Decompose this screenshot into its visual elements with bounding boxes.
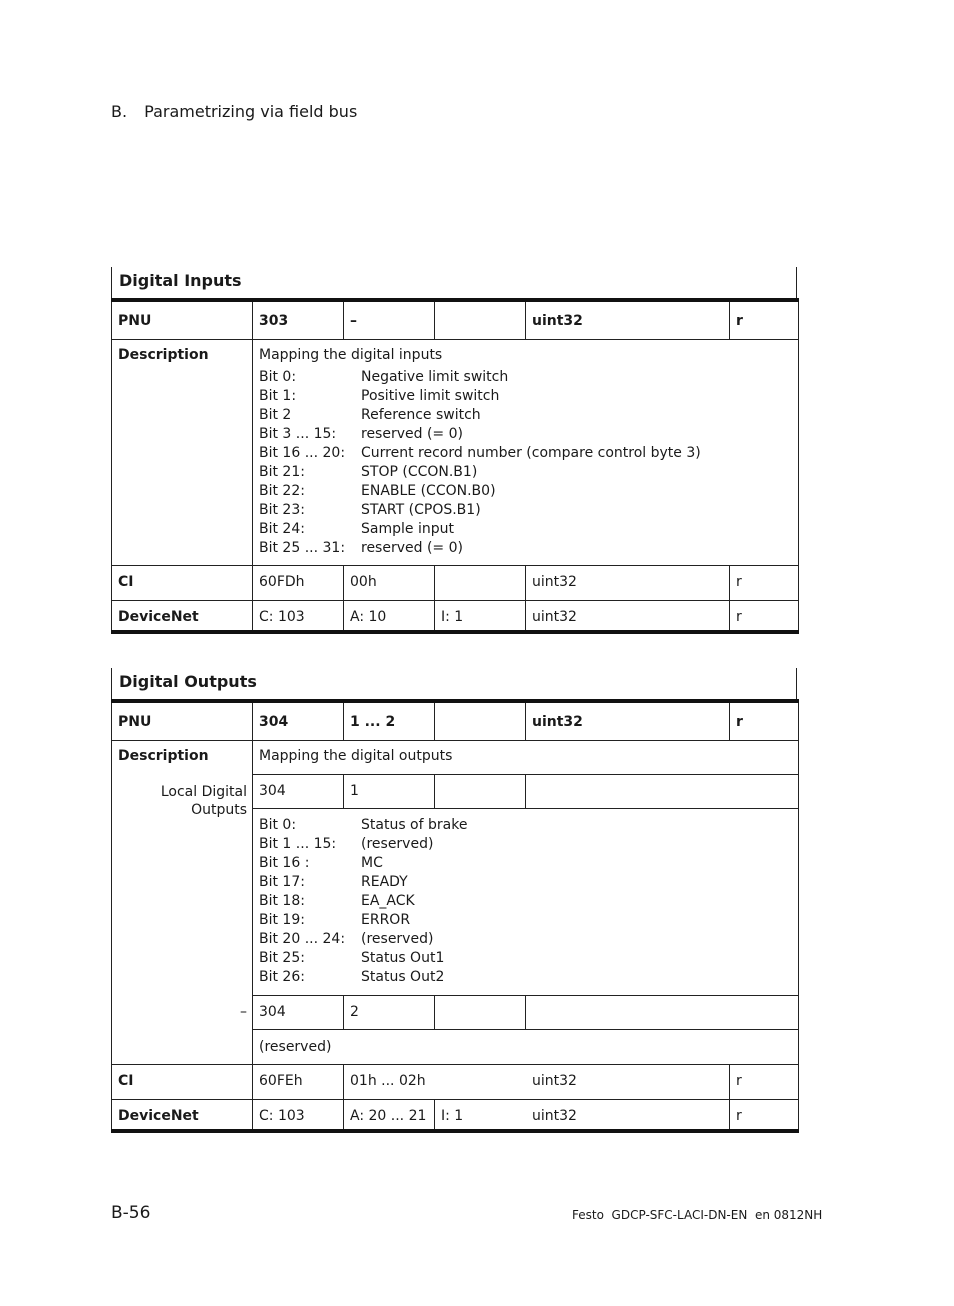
ci-access: r bbox=[736, 574, 742, 590]
devicenet-instance: I: 1 bbox=[441, 1108, 464, 1124]
pnu-value: 303 bbox=[259, 313, 289, 329]
bit-value: reserved (= 0) bbox=[361, 540, 463, 556]
ci-label: CI bbox=[118, 1073, 134, 1089]
ci-label: CI bbox=[118, 574, 134, 590]
description-intro: Mapping the digital inputs bbox=[259, 347, 443, 363]
digital-outputs-table bbox=[111, 668, 799, 1134]
devicenet-type: uint32 bbox=[532, 609, 577, 625]
pnu-label: PNU bbox=[118, 313, 152, 329]
bit-value: Sample input bbox=[361, 521, 454, 537]
bit-value: MC bbox=[361, 855, 383, 871]
description-label: Description bbox=[118, 748, 209, 764]
bit-key: Bit 26: bbox=[259, 969, 305, 985]
bit-key: Bit 1: bbox=[259, 388, 297, 404]
pnu-access: r bbox=[736, 714, 743, 730]
bit-key: Bit 20 ... 24: bbox=[259, 931, 346, 947]
bit-value: READY bbox=[361, 874, 408, 890]
ci-type: uint32 bbox=[532, 574, 577, 590]
sub1-subindex: 1 bbox=[350, 783, 359, 799]
devicenet-attribute: A: 20 ... 21 bbox=[350, 1108, 427, 1124]
bit-value: Reference switch bbox=[361, 407, 481, 423]
bit-key: Bit 18: bbox=[259, 893, 305, 909]
sub2-text: (reserved) bbox=[259, 1039, 332, 1055]
bit-list bbox=[259, 817, 789, 993]
pnu-subindex: 1 ... 2 bbox=[350, 714, 396, 730]
bit-value: Status of brake bbox=[361, 817, 468, 833]
bit-value: (reserved) bbox=[361, 931, 434, 947]
pnu-access: r bbox=[736, 313, 743, 329]
devicenet-class: C: 103 bbox=[259, 609, 305, 625]
ci-subindex: 01h ... 02h bbox=[350, 1073, 426, 1089]
bit-value: Current record number (compare control byte 3) bbox=[361, 445, 701, 461]
bit-key: Bit 2 bbox=[259, 407, 292, 423]
bit-list bbox=[259, 369, 789, 559]
sub2-subindex: 2 bbox=[350, 1004, 359, 1020]
bit-key: Bit 23: bbox=[259, 502, 305, 518]
devicenet-access: r bbox=[736, 609, 742, 625]
bit-value: Status Out2 bbox=[361, 969, 445, 985]
devicenet-type: uint32 bbox=[532, 1108, 577, 1124]
pnu-label: PNU bbox=[118, 714, 152, 730]
bit-value: Status Out1 bbox=[361, 950, 445, 966]
ci-access: r bbox=[736, 1073, 742, 1089]
sub2-pnu: 304 bbox=[259, 1004, 286, 1020]
table-title: Digital Outputs bbox=[111, 668, 797, 700]
bit-value: START (CPOS.B1) bbox=[361, 502, 481, 518]
devicenet-instance: I: 1 bbox=[441, 609, 464, 625]
table-title: Digital Inputs bbox=[111, 267, 797, 299]
bit-value: ENABLE (CCON.B0) bbox=[361, 483, 496, 499]
description-intro: Mapping the digital outputs bbox=[259, 748, 453, 764]
label-line-1: Local Digital bbox=[160, 784, 247, 800]
devicenet-label: DeviceNet bbox=[118, 1108, 199, 1124]
bit-key: Bit 16 ... 20: bbox=[259, 445, 346, 461]
bit-key: Bit 0: bbox=[259, 817, 297, 833]
sub2-label: – bbox=[240, 1004, 247, 1020]
ci-index: 60FEh bbox=[259, 1073, 303, 1089]
devicenet-label: DeviceNet bbox=[118, 609, 199, 625]
sub1-pnu: 304 bbox=[259, 783, 286, 799]
bit-value: ERROR bbox=[361, 912, 411, 928]
bit-key: Bit 17: bbox=[259, 874, 305, 890]
devicenet-attribute: A: 10 bbox=[350, 609, 387, 625]
bit-key: Bit 21: bbox=[259, 464, 305, 480]
devicenet-access: r bbox=[736, 1108, 742, 1124]
ci-index: 60FDh bbox=[259, 574, 305, 590]
local-digital-outputs-label bbox=[161, 783, 247, 819]
bit-key: Bit 24: bbox=[259, 521, 305, 537]
bit-key: Bit 25 ... 31: bbox=[259, 540, 346, 556]
label-line-2: Outputs bbox=[191, 802, 247, 818]
bit-value: reserved (= 0) bbox=[361, 426, 463, 442]
section-title: Parametrizing via field bus bbox=[144, 102, 358, 121]
pnu-type: uint32 bbox=[532, 313, 583, 329]
section-header bbox=[111, 102, 357, 121]
document-id: Festo GDCP-SFC-LACI-DN-EN en 0812NH bbox=[572, 1208, 823, 1222]
bit-key: Bit 19: bbox=[259, 912, 305, 928]
bit-key: Bit 1 ... 15: bbox=[259, 836, 337, 852]
digital-inputs-table bbox=[111, 267, 799, 635]
devicenet-class: C: 103 bbox=[259, 1108, 305, 1124]
bit-key: Bit 22: bbox=[259, 483, 305, 499]
bit-key: Bit 3 ... 15: bbox=[259, 426, 337, 442]
description-label: Description bbox=[118, 347, 209, 363]
section-label: B. bbox=[111, 102, 128, 121]
pnu-subindex: – bbox=[350, 313, 357, 329]
bit-value: Positive limit switch bbox=[361, 388, 500, 404]
page-number: B-56 bbox=[111, 1203, 151, 1223]
bit-key: Bit 25: bbox=[259, 950, 305, 966]
bit-value: STOP (CCON.B1) bbox=[361, 464, 478, 480]
bit-value: Negative limit switch bbox=[361, 369, 509, 385]
ci-subindex: 00h bbox=[350, 574, 377, 590]
bit-value: (reserved) bbox=[361, 836, 434, 852]
pnu-value: 304 bbox=[259, 714, 289, 730]
ci-type: uint32 bbox=[532, 1073, 577, 1089]
bit-key: Bit 0: bbox=[259, 369, 297, 385]
pnu-type: uint32 bbox=[532, 714, 583, 730]
bit-value: EA_ACK bbox=[361, 893, 415, 909]
bit-key: Bit 16 : bbox=[259, 855, 310, 871]
